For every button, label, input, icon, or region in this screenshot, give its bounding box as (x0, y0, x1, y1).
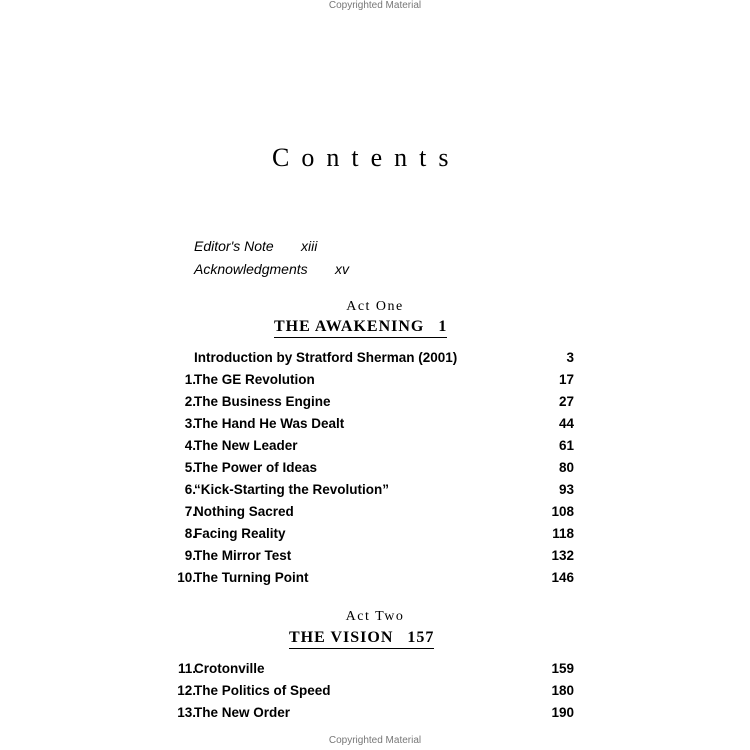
toc-entry-9 (160, 548, 574, 568)
act-title-page: 1 (438, 318, 448, 335)
watermark-bottom: Copyrighted Material (328, 735, 422, 746)
toc-entry-page: 44 (558, 416, 574, 431)
toc-entry-label: Crotonville (194, 661, 265, 676)
toc-entry-label: The GE Revolution (194, 372, 315, 387)
toc-entry-label: The Mirror Test (194, 548, 292, 563)
toc-entry-number: 10. (177, 570, 196, 585)
toc-entry-label: The Business Engine (194, 394, 331, 409)
act-two-title (289, 629, 434, 649)
toc-entry-number: 4. (184, 438, 196, 453)
front-matter-acknowledgments (194, 261, 349, 277)
toc-entry-number: 13. (177, 705, 196, 720)
front-matter-page: xv (335, 261, 349, 277)
toc-entry-8 (160, 526, 574, 546)
toc-entry-page: 27 (558, 394, 574, 409)
toc-entry-page: 108 (551, 504, 574, 519)
toc-entry-label: The New Order (194, 705, 291, 720)
toc-entry-page: 159 (551, 661, 574, 676)
toc-entry-page: 3 (566, 350, 574, 365)
toc-entry-number: 3. (184, 416, 196, 431)
front-matter-label: Editor's Note (194, 238, 274, 254)
act-one-label: Act One (346, 299, 404, 314)
toc-entry-introduction (160, 350, 574, 370)
toc-entry-label: Introduction by Stratford Sherman (2001) (194, 350, 458, 365)
toc-entry-11 (160, 661, 574, 681)
toc-entry-label: The Turning Point (194, 570, 309, 585)
page-title: Contents (272, 143, 461, 172)
toc-entry-number: 12. (177, 683, 196, 698)
toc-entry-label: Facing Reality (194, 526, 286, 541)
toc-entry-number: 2. (184, 394, 196, 409)
toc-entry-page: 93 (558, 482, 574, 497)
toc-entry-10 (160, 570, 574, 590)
act-title-page: 157 (407, 629, 435, 646)
toc-entry-number: 11. (177, 661, 196, 676)
toc-entry-label: Nothing Sacred (194, 504, 294, 519)
act-two-label: Act Two (345, 609, 405, 624)
act-title-text: THE AWAKENING (274, 318, 425, 335)
toc-entry-number: 9. (184, 548, 196, 563)
toc-entry-6 (160, 482, 574, 502)
toc-entry-7 (160, 504, 574, 524)
toc-entry-number: 7. (184, 504, 196, 519)
toc-entry-label: “Kick-Starting the Revolution” (194, 482, 390, 497)
toc-entry-2 (160, 394, 574, 414)
toc-entry-number: 5. (184, 460, 196, 475)
toc-entry-label: The Power of Ideas (194, 460, 318, 475)
toc-entry-1 (160, 372, 574, 392)
toc-entry-page: 61 (558, 438, 574, 453)
toc-entry-13 (160, 705, 574, 725)
front-matter-editors-note (194, 238, 318, 254)
toc-entry-4 (160, 438, 574, 458)
front-matter-page: xiii (301, 238, 318, 254)
toc-entry-number: 8. (184, 526, 196, 541)
act-one-title (274, 318, 447, 338)
toc-entry-page: 190 (551, 705, 574, 720)
toc-entry-number: 6. (184, 482, 196, 497)
act-title-text: THE VISION (289, 629, 394, 646)
toc-entry-label: The New Leader (194, 438, 298, 453)
toc-entry-3 (160, 416, 574, 436)
toc-entry-page: 17 (558, 372, 574, 387)
toc-entry-page: 132 (551, 548, 574, 563)
toc-entry-12 (160, 683, 574, 703)
front-matter-label: Acknowledgments (194, 261, 308, 277)
toc-entry-number: 1. (184, 372, 196, 387)
watermark-top: Copyrighted Material (328, 0, 422, 11)
toc-entry-page: 118 (552, 526, 574, 541)
toc-entry-page: 80 (558, 460, 574, 475)
toc-entry-page: 146 (551, 570, 574, 585)
toc-entry-page: 180 (551, 683, 574, 698)
toc-entry-label: The Politics of Speed (194, 683, 331, 698)
toc-entry-5 (160, 460, 574, 480)
toc-entry-label: The Hand He Was Dealt (194, 416, 345, 431)
